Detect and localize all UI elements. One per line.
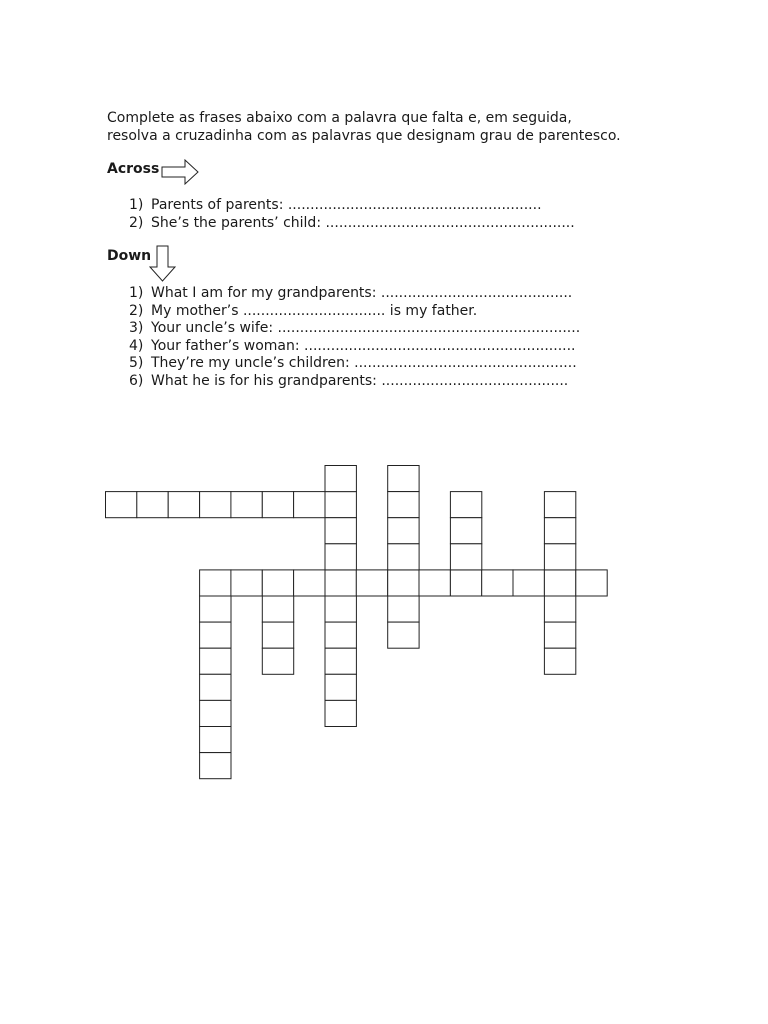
- down-clue-4: 4) Your father’s woman: .............................................................: [129, 337, 576, 354]
- crossword-cell[interactable]: [137, 492, 168, 518]
- instructions-line-2: resolva a cruzadinha com as palavras que designam grau de parentesco.: [107, 128, 621, 144]
- crossword-cell[interactable]: [294, 570, 325, 596]
- crossword-cell[interactable]: [325, 544, 356, 570]
- crossword-cell[interactable]: [388, 518, 419, 544]
- crossword-cell[interactable]: [544, 518, 575, 544]
- crossword-cell[interactable]: [325, 466, 356, 492]
- crossword-cell[interactable]: [388, 466, 419, 492]
- crossword-cell[interactable]: [544, 570, 575, 596]
- crossword-cell[interactable]: [168, 492, 199, 518]
- crossword-cell[interactable]: [200, 753, 231, 779]
- instructions-line-1: Complete as frases abaixo com a palavra que falta e, em seguida,: [107, 110, 572, 126]
- crossword-cell[interactable]: [388, 570, 419, 596]
- crossword-cell[interactable]: [200, 727, 231, 753]
- crossword-cell[interactable]: [200, 492, 231, 518]
- crossword-cell[interactable]: [325, 674, 356, 700]
- crossword-cell[interactable]: [544, 622, 575, 648]
- down-clue-1: 1) What I am for my grandparents: ...........................................: [129, 285, 573, 301]
- across-clue-2: 2) She’s the parents’ child: ........................................................: [129, 214, 575, 231]
- crossword-cell[interactable]: [200, 700, 231, 726]
- crossword-cell[interactable]: [294, 492, 325, 518]
- across-heading: Across: [107, 161, 160, 177]
- crossword-cell[interactable]: [325, 492, 356, 518]
- crossword-cell[interactable]: [388, 544, 419, 570]
- down-clue-2: 2) My mother’s ................................ is my father.: [129, 302, 478, 319]
- crossword-cell[interactable]: [262, 648, 293, 674]
- crossword-cell[interactable]: [200, 648, 231, 674]
- crossword-cell[interactable]: [262, 570, 293, 596]
- crossword-cell[interactable]: [419, 570, 450, 596]
- crossword-cell[interactable]: [576, 570, 607, 596]
- down-clue-3: 3) Your uncle’s wife: ....................................................................: [129, 320, 581, 336]
- crossword-cell[interactable]: [544, 544, 575, 570]
- crossword-cell[interactable]: [262, 492, 293, 518]
- crossword-cell[interactable]: [262, 596, 293, 622]
- crossword-cell[interactable]: [325, 700, 356, 726]
- crossword-cell[interactable]: [450, 492, 481, 518]
- crossword-cell[interactable]: [450, 518, 481, 544]
- crossword-cell[interactable]: [513, 570, 544, 596]
- crossword-cell[interactable]: [106, 492, 137, 518]
- crossword-cell[interactable]: [450, 570, 481, 596]
- crossword-cell[interactable]: [544, 492, 575, 518]
- crossword-cell[interactable]: [200, 674, 231, 700]
- crossword-cell[interactable]: [200, 596, 231, 622]
- down-clue-6: 6) What he is for his grandparents: ..........................................: [129, 372, 569, 389]
- across-clue-1: 1) Parents of parents: .........................................................: [129, 197, 542, 213]
- crossword-cell[interactable]: [231, 570, 262, 596]
- down-heading: Down: [107, 248, 152, 264]
- crossword-cell[interactable]: [388, 622, 419, 648]
- crossword-cell[interactable]: [450, 544, 481, 570]
- crossword-cell[interactable]: [544, 648, 575, 674]
- crossword-cell[interactable]: [356, 570, 387, 596]
- crossword-cell[interactable]: [388, 596, 419, 622]
- crossword-cell[interactable]: [262, 622, 293, 648]
- crossword-cell[interactable]: [325, 622, 356, 648]
- crossword-cell[interactable]: [325, 596, 356, 622]
- crossword-cell[interactable]: [325, 518, 356, 544]
- crossword-cell[interactable]: [544, 596, 575, 622]
- crossword-cell[interactable]: [200, 622, 231, 648]
- crossword-cell[interactable]: [482, 570, 513, 596]
- crossword-cell[interactable]: [325, 570, 356, 596]
- crossword-cell[interactable]: [231, 492, 262, 518]
- crossword-cell[interactable]: [200, 570, 231, 596]
- down-clue-5: 5) They’re my uncle’s children: ..................................................: [129, 355, 577, 371]
- crossword-cell[interactable]: [325, 648, 356, 674]
- crossword-cell[interactable]: [388, 492, 419, 518]
